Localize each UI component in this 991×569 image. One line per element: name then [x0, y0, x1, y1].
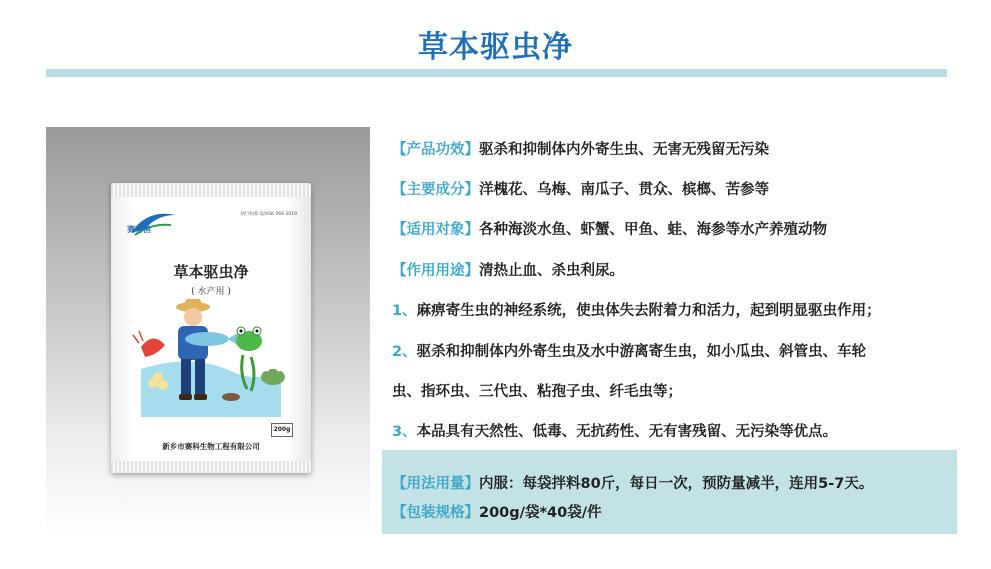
- point-text: 麻痹寄生虫的神经系统，使虫体失去附着力和活力，起到明显驱虫作用；: [416, 303, 881, 319]
- info-effect: [392, 138, 769, 159]
- point-number: 3、: [392, 424, 417, 440]
- fish-icon: [185, 332, 229, 346]
- shrimp-icon: [133, 331, 165, 357]
- info-label: 【主要成分】: [392, 182, 479, 198]
- info-label: 【作用用途】: [392, 263, 479, 279]
- page-title: 草本驱虫净: [418, 30, 573, 65]
- point-number: 2、: [392, 344, 417, 360]
- bag-product-name: 草本驱虫净: [173, 263, 249, 281]
- point-number: 1、: [392, 303, 417, 319]
- usage-label: 【用法用量】: [392, 476, 479, 492]
- info-usage-purpose: [392, 259, 624, 280]
- frog-icon: [236, 327, 262, 351]
- bag-seal-top: [111, 183, 311, 197]
- info-text: 清热止血、杀虫利尿。: [479, 263, 624, 279]
- info-text: 洋槐花、乌梅、南瓜子、贯众、槟榔、苦参等: [479, 182, 769, 198]
- package-line: [392, 501, 602, 522]
- package-text: 200g/袋*40袋/件: [479, 505, 602, 521]
- fisherman-illustration: [131, 297, 291, 417]
- point-2-continued: 虫、指环虫、三代虫、粘孢子虫、纤毛虫等；: [392, 384, 682, 400]
- point-text: 本品具有天然性、低毒、无抗药性、无有害残留、无污染等优点。: [416, 424, 838, 440]
- point-1: [392, 299, 881, 320]
- point-3: [392, 420, 837, 441]
- package-label: 【包装规格】: [392, 505, 479, 521]
- product-bag: [111, 183, 311, 473]
- usage-line: [392, 472, 873, 493]
- bag-standard: 执行标准:Q/XSK 064-2019: [240, 212, 297, 217]
- title-divider: [46, 69, 947, 77]
- bag-seal-bottom: [111, 461, 311, 473]
- crab-icon: [261, 367, 285, 386]
- bag-subtitle: ( 水产用 ): [191, 287, 231, 297]
- bag-weight: 200g: [271, 423, 293, 437]
- point-2: [392, 340, 866, 361]
- info-ingredients: [392, 178, 769, 199]
- info-text: 驱杀和抑制体内外寄生虫、无害无残留无污染: [479, 142, 769, 158]
- point-text: 驱杀和抑制体内外寄生虫及水中游离寄生虫，如小瓜虫、斜管虫、车轮: [416, 344, 867, 360]
- bag-brand: 赛有渔: [127, 225, 151, 234]
- stone-icon: [222, 393, 240, 401]
- fish-logo-icon: [127, 203, 183, 243]
- usage-text: 内服：每袋拌料80斤，每日一次，预防量减半，连用5-7天。: [479, 476, 874, 492]
- info-text: 各种海淡水鱼、虾蟹、甲鱼、蛙、海参等水产养殖动物: [479, 222, 827, 238]
- info-label: 【适用对象】: [392, 222, 479, 238]
- info-label: 【产品功效】: [392, 142, 479, 158]
- bag-company: 新乡市赛科生物工程有限公司: [162, 442, 260, 451]
- info-target: [392, 218, 827, 239]
